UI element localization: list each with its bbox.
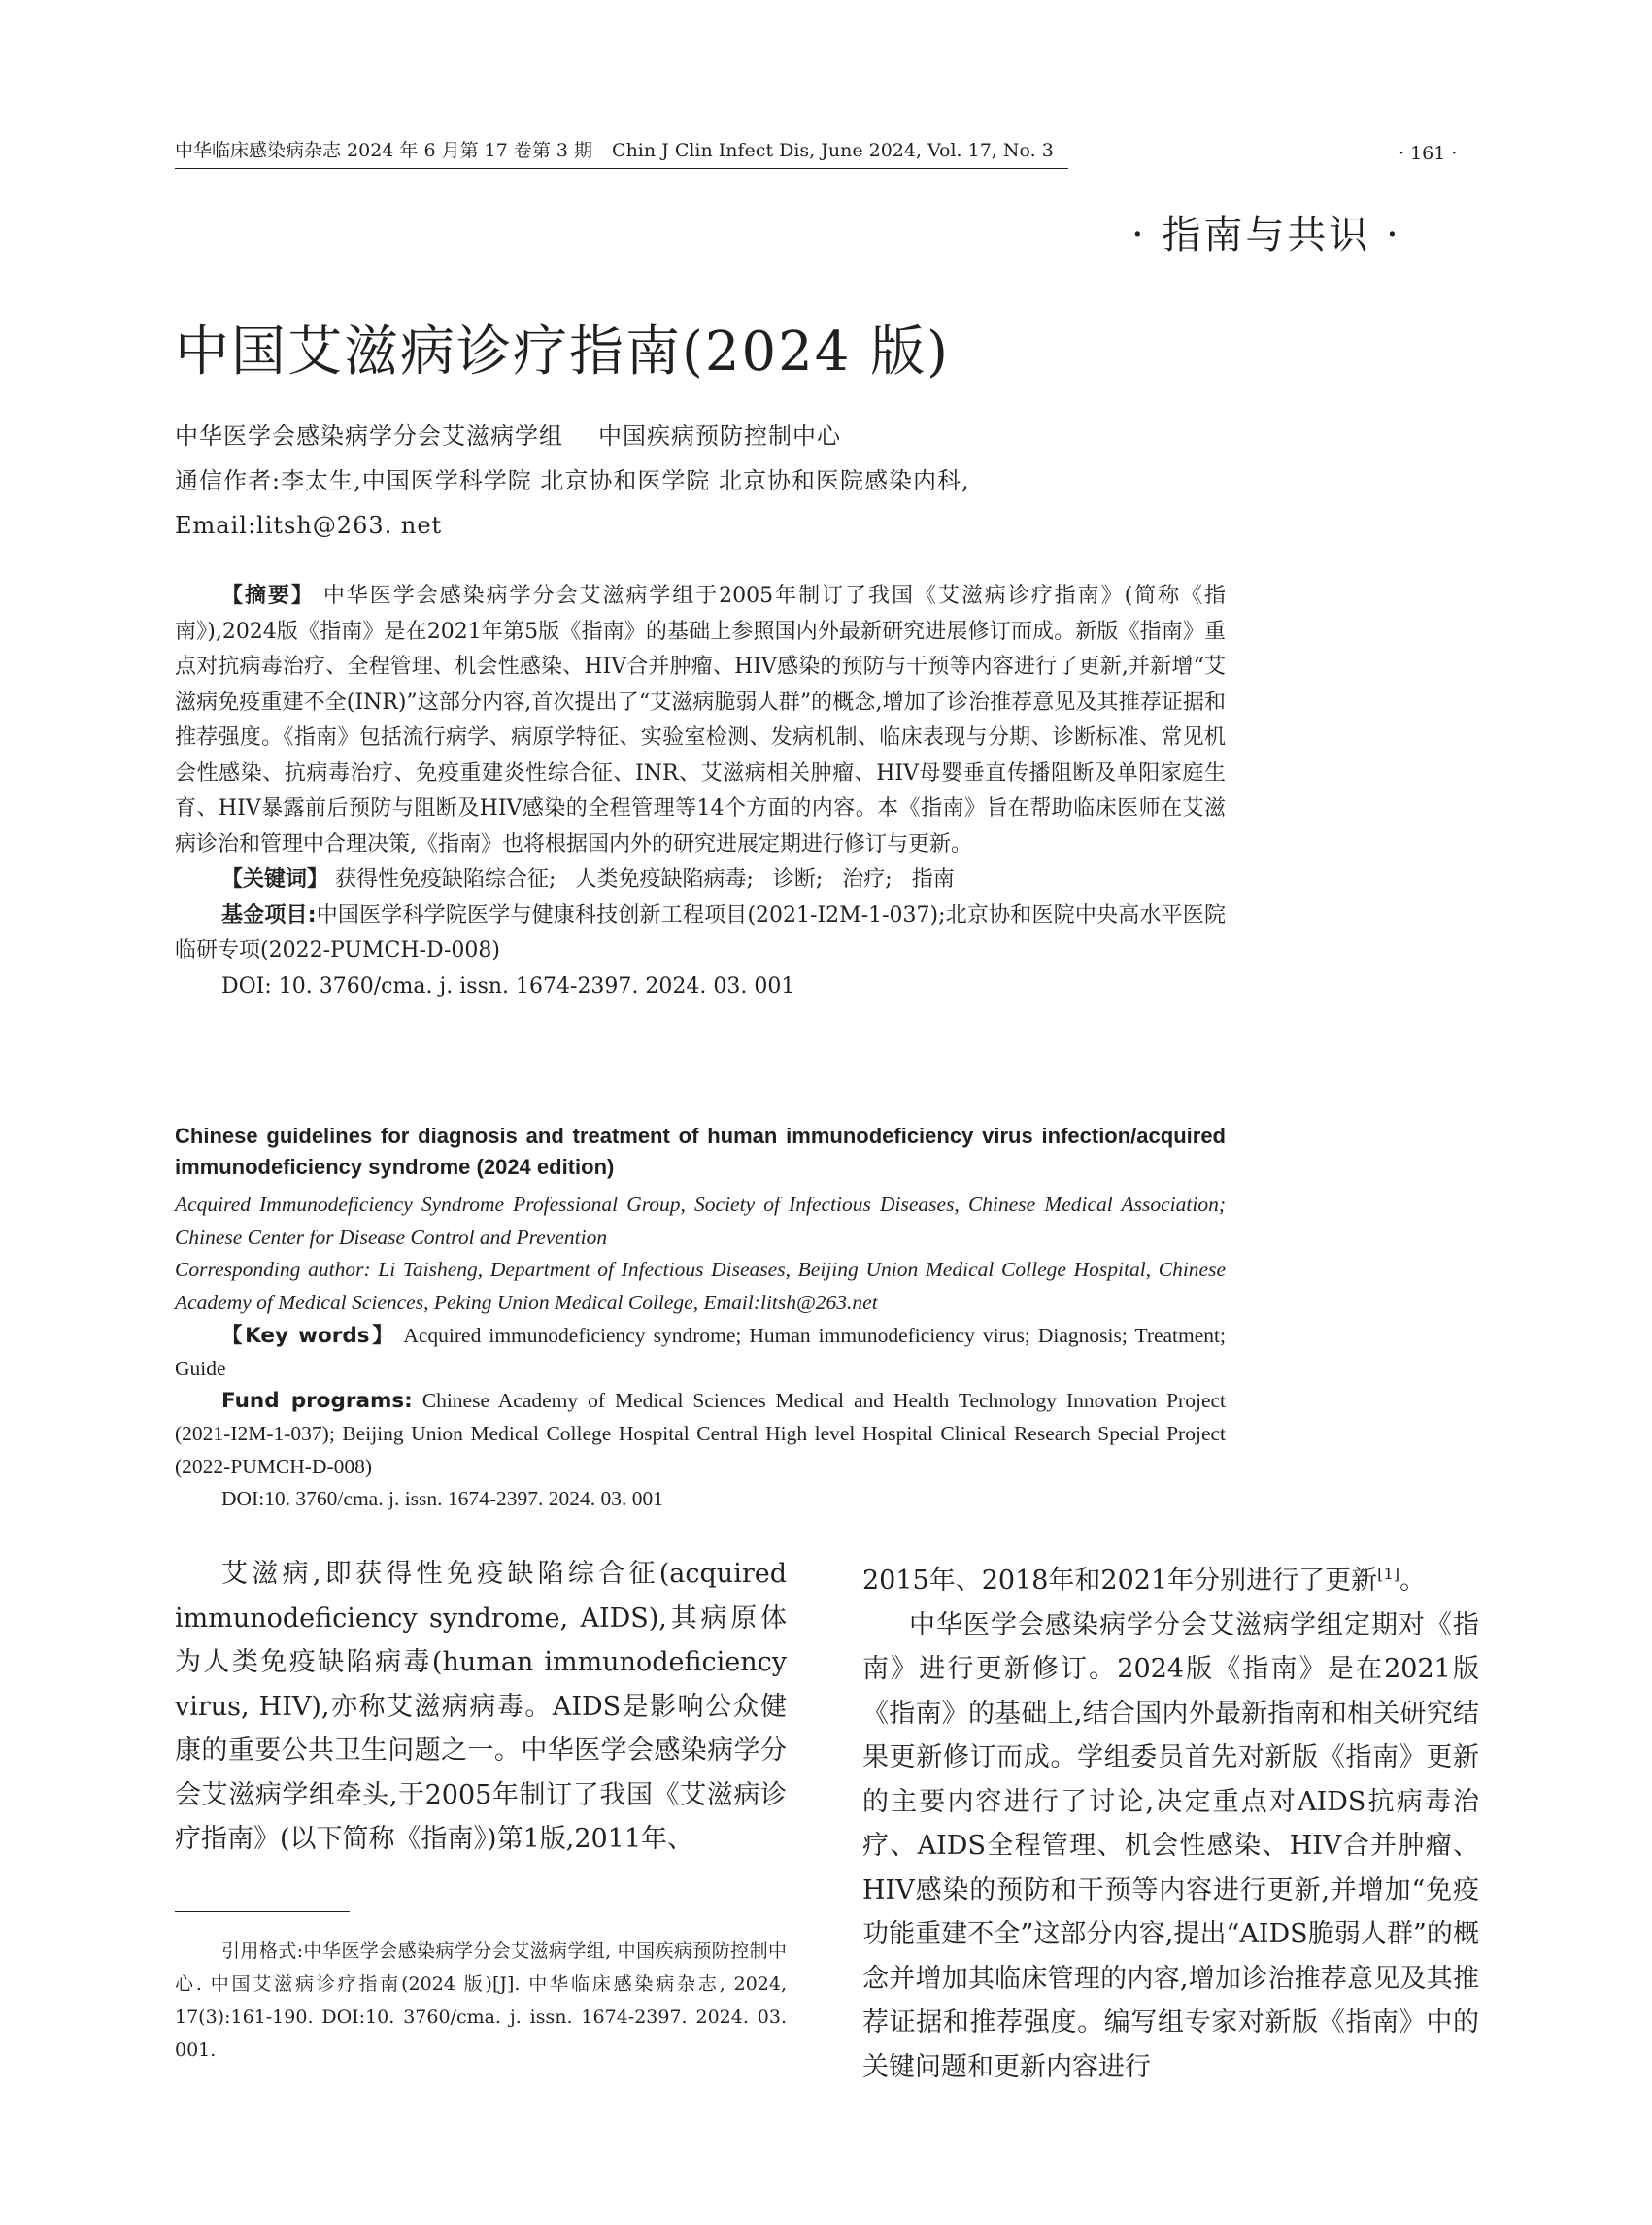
english-corresponding: Corresponding author: Li Taisheng, Department of Infectious Diseases, Beijing Union Medical College Hospital, Chinese Academy of Medical Sciences, Peking Union Medical College, Email:litsh@263.net <box>175 1258 1226 1315</box>
keywords-en-text: Acquired immunodeficiency syndrome; Human immunodeficiency virus; Diagnosis; Treatment; Guide <box>175 1323 1226 1380</box>
author-center: 中国疾病预防控制中心 <box>598 422 841 450</box>
author-affiliations <box>175 414 1224 458</box>
keyword-item: 诊断; <box>772 867 824 892</box>
body-text: 2015年、2018年和2021年分别进行了更新 <box>862 1566 1378 1596</box>
abstract-label: 【摘要】 <box>221 584 315 608</box>
section-label: · 指南与共识 · <box>1131 213 1401 257</box>
doi-en: DOI:10. 3760/cma. j. issn. 1674-2397. 2024. 03. 001 <box>221 1487 664 1511</box>
fund-label-en: Fund programs: <box>221 1389 413 1414</box>
footnote-divider <box>175 1911 350 1912</box>
author-email: Email:litsh@263. net <box>175 512 443 539</box>
keywords-label-en: 【Key words】 <box>221 1323 396 1348</box>
body-column-right <box>862 1552 1479 2089</box>
keywords-label: 【关键词】 <box>221 867 329 892</box>
fund-en <box>175 1385 1226 1483</box>
body-paragraph: 中华医学会感染病学分会艾滋病学组定期对《指南》进行更新修订。2024版《指南》是在2021版《指南》的基础上,结合国内外最新指南和相关研究结果更新修订而成。学组委员首先对新版《指南》更新的主要内容进行了讨论,决定重点对AIDS抗病毒治疗、AIDS全程管理、机会性感染、HIV合并肿瘤、HIV感染的预防和干预等内容进行更新,并增加“免疫功能重建不全”这部分内容,提出“AIDS脆弱人群”的概念并增加其临床管理的内容,增加诊治推荐意见及其推荐证据和推荐强度。编写组专家对新版《指南》中的关键问题和更新内容进行 <box>862 1609 1479 2082</box>
keywords-en <box>175 1320 1226 1385</box>
doi-cn: DOI: 10. 3760/cma. j. issn. 1674-2397. 2024. 03. 001 <box>221 973 795 998</box>
journal-name-cn: 中华临床感染病杂志 2024 年 6 月第 17 卷第 3 期 <box>175 140 593 161</box>
body-paragraph: 艾滋病,即获得性免疫缺陷综合征(acquired immunodeficiency syndrome, AIDS),其病原体为人类免疫缺陷病毒(human immunodeficiency virus, HIV),亦称艾滋病病毒。AIDS是影响公众健康的重要公共卫生问题之一。中华医学会感染病学分会艾滋病学组牵头,于2005年制订了我国《艾滋病诊疗指南》(以下简称《指南》)第1版,2011年、 <box>175 1559 787 1854</box>
fund-label: 基金项目: <box>221 902 317 927</box>
corresponding-author: 通信作者:李太生,中国医学科学院 北京协和医学院 北京协和医院感染内科, <box>175 467 970 494</box>
body-text: 。 <box>1399 1566 1427 1596</box>
citation-footnote: 引用格式:中华医学会感染病学分会艾滋病学组, 中国疾病预防控制中心. 中国艾滋病诊疗指南(2024 版)[J]. 中华临床感染病杂志, 2024, 17(3):161-190. DOI:10. 3760/cma. j. issn. 1674-2397. 2024. 03. 001. <box>175 1940 787 2061</box>
english-authors: Acquired Immunodeficiency Syndrome Professional Group, Society of Infectious Diseases, Chinese Medical Association; Chinese Center for Disease Control and Prevention <box>175 1193 1226 1249</box>
reference-marker[interactable]: [1] <box>1377 1565 1400 1583</box>
fund-cn <box>175 898 1226 969</box>
page-title: 中国艾滋病诊疗指南(2024 版) <box>175 320 951 384</box>
body-column-left <box>175 1552 787 1862</box>
keyword-item: 人类免疫缺陷病毒; <box>575 867 754 892</box>
abstract-cn <box>175 579 1226 1004</box>
abstract-en <box>175 1121 1226 1516</box>
keyword-item: 指南 <box>911 867 955 892</box>
keyword-item: 获得性免疫缺陷综合征; <box>335 867 556 892</box>
author-block <box>175 414 1224 548</box>
keyword-item: 治疗; <box>842 867 893 892</box>
running-header <box>175 139 1068 169</box>
abstract-text: 中华医学会感染病学分会艾滋病学组于2005年制订了我国《艾滋病诊疗指南》(简称《指南》),2024版《指南》是在2021年第5版《指南》的基础上参照国内外最新研究进展修订而成。新版《指南》重点对抗病毒治疗、全程管理、机会性感染、HIV合并肿瘤、HIV感染的预防与干预等内容进行了更新,并新增“艾滋病免疫重建不全(INR)”这部分内容,首次提出了“艾滋病脆弱人群”的概念,增加了诊治推荐意见及其推荐证据和推荐强度。《指南》包括流行病学、病原学特征、实验室检测、发病机制、临床表现与分期、诊断标准、常见机会性感染、抗病毒治疗、免疫重建炎性综合征、INR、艾滋病相关肿瘤、HIV母婴垂直传播阻断及单阳家庭生育、HIV暴露前后预防与阻断及HIV感染的全程管理等14个方面的内容。本《指南》旨在帮助临床医师在艾滋病诊治和管理中合理决策,《指南》也将根据国内外的研究进展定期进行修订与更新。 <box>175 584 1226 857</box>
page-number: · 161 · <box>1399 143 1458 164</box>
keywords-cn <box>175 862 1226 898</box>
fund-en-text: Chinese Academy of Medical Sciences Medical and Health Technology Innovation Project (2021-I2M-1-037); Beijing Union Medical College Hospital Central High level Hospital Clinical Research Special Project (2022-PUMCH-D-008) <box>175 1389 1227 1478</box>
abstract-paragraph <box>175 579 1226 862</box>
fund-text: 中国医学科学院医学与健康科技创新工程项目(2021-I2M-1-037);北京协和医院中央高水平医院临研专项(2022-PUMCH-D-008) <box>175 902 1226 962</box>
body-paragraph <box>862 1552 1479 1603</box>
author-group: 中华医学会感染病学分会艾滋病学组 <box>175 422 563 450</box>
english-title: Chinese guidelines for diagnosis and treatment of human immunodeficiency virus infection/acquired immunodeficiency syndrome (2024 edition) <box>175 1124 1226 1179</box>
journal-name-en: Chin J Clin Infect Dis, June 2024, Vol. 17, No. 3 <box>612 140 1054 161</box>
